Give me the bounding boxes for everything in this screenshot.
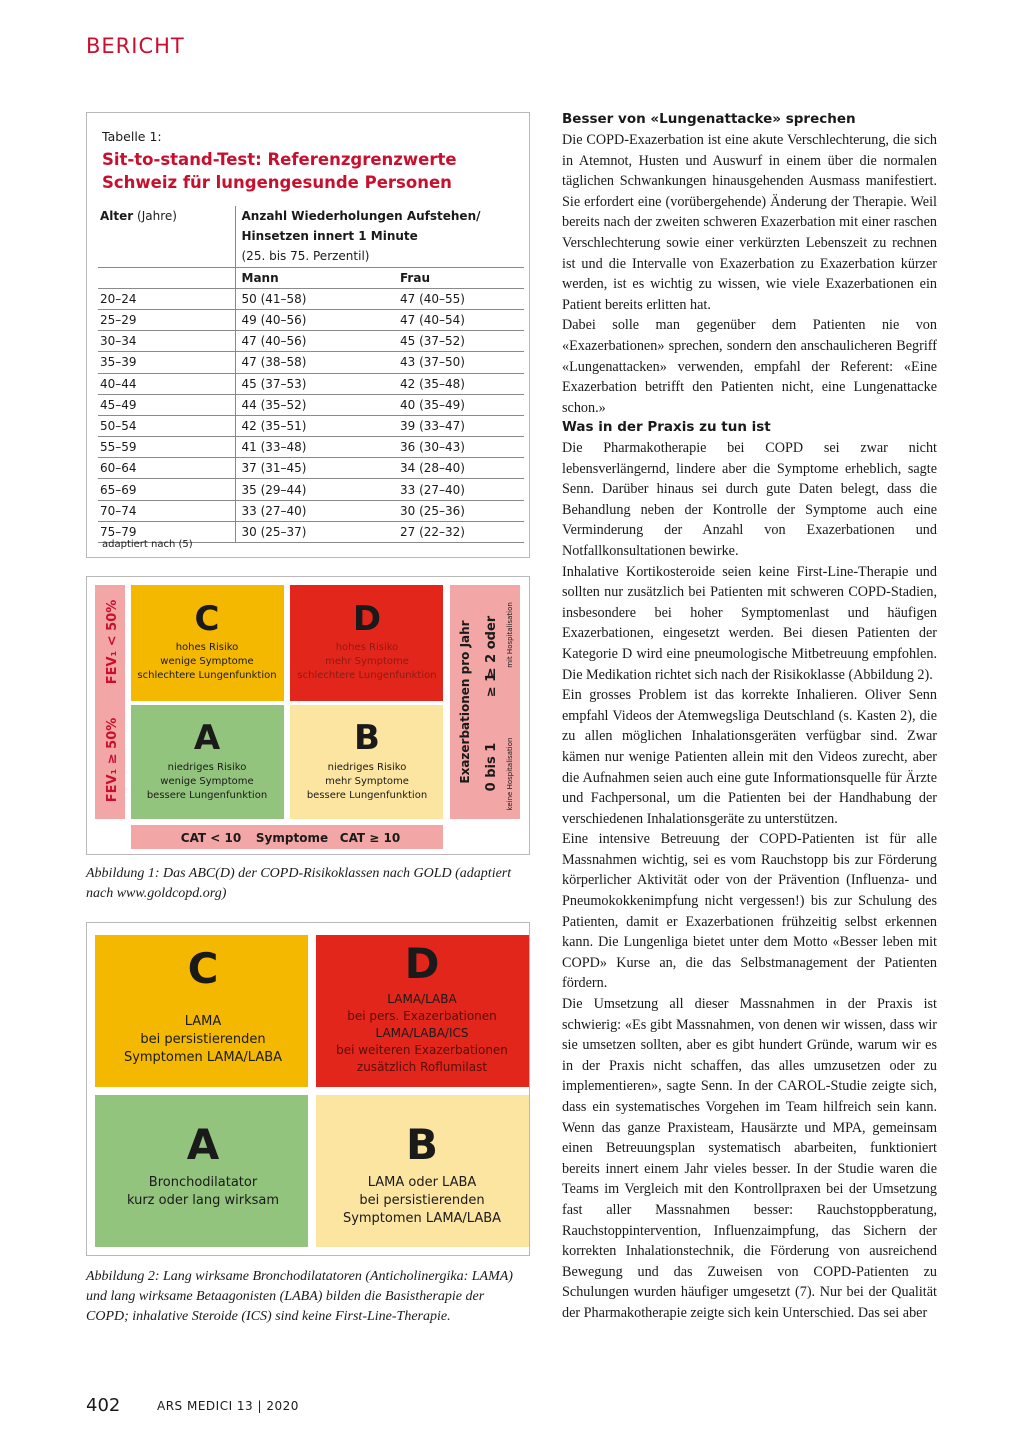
paragraph: Dabei solle man gegenüber dem Patienten nie von «Exazerbationen» sprechen, sondern den anschaulicheren Begriff «Lungenattacken» verwenden, empfahl der Referent: «Eine Exazerbation betrifft den Patienten nicht, eine Lungenattacke schon.» <box>562 317 937 416</box>
cell-D-line1: hohes Risiko <box>335 642 399 653</box>
therapy-D-line2: bei pers. Exazerbationen <box>347 1009 497 1023</box>
frau-cell: 36 (30–43) <box>398 437 524 458</box>
paragraph: Eine intensive Betreuung der COPD-Patienten ist für alle Massnahmen wichtig, sei es vom Rauchstopp bis zur Förderung körperlicher Aktivität oder von der Prävention (Influenza- und Pneumokokkenimpfung nicht vergessen!) bis zur Schulung des Patienten, damit er Exazerbationen frühzeitig selbst erkennen kann. Die Lungenliga bietet unter dem Motto «Besser leben mit COPD» Kurse an, die das Selbstmanagement der Patienten fördern. <box>562 831 937 992</box>
symptome-label: Symptome <box>255 831 329 845</box>
mann-cell: 37 (31–45) <box>235 458 398 479</box>
mann-cell: 33 (27–40) <box>235 500 398 521</box>
letter-C: C <box>194 599 220 639</box>
therapy-D-line5: zusätzlich Roflumilast <box>356 1060 488 1074</box>
therapy-letter-B: B <box>405 1120 439 1169</box>
cell-D-line3: schlechtere Lungenfunktion <box>297 670 437 681</box>
frau-cell: 30 (25–36) <box>398 500 524 521</box>
cell-D-line2: mehr Symptome <box>325 656 409 667</box>
age-cell: 40–44 <box>98 373 235 394</box>
table-row <box>98 458 524 479</box>
mann-cell: 42 (35–51) <box>235 415 398 436</box>
exac-low-note: keine Hospitalisation <box>506 737 514 811</box>
table-label: Tabelle 1: <box>102 129 162 144</box>
figure2-box <box>86 922 530 1256</box>
table-row <box>98 500 524 521</box>
age-cell: 30–34 <box>98 331 235 352</box>
exac-high-label: ≥ 2 oder <box>484 615 499 679</box>
frau-cell: 27 (22–32) <box>398 521 524 542</box>
table-row <box>98 373 524 394</box>
therapy-letter-D: D <box>404 939 440 988</box>
page-number: 402 <box>86 1395 121 1416</box>
section-header: BERICHT <box>86 34 185 58</box>
article-block2 <box>562 438 937 1324</box>
table-row <box>98 352 524 373</box>
therapy-A-line2: kurz oder lang wirksam <box>126 1193 280 1208</box>
reference-table <box>98 206 524 543</box>
therapy-D-line4: bei weiteren Exazerbationen <box>336 1043 508 1057</box>
age-cell: 35–39 <box>98 352 235 373</box>
age-cell: 60–64 <box>98 458 235 479</box>
mann-cell: 49 (40–56) <box>235 309 398 330</box>
heading-lungenattacke: Besser von «Lungenattacke» sprechen <box>562 111 856 127</box>
gold-abcd-chart <box>87 577 529 854</box>
col-reps-header-3: (25. bis 75. Perzentil) <box>235 246 524 267</box>
frau-cell: 43 (37–50) <box>398 352 524 373</box>
paragraph: Inhalative Kortikosteroide seien keine First-Line-Therapie und sollten nur zusätzlich bei Patienten mit schweren COPD-Stadien, insbesondere bei hoher Symptomenlast und häufigen Exazerbationen, eingesetzt werden. Bei diesen Patienten der Kategorie D wird eine pneumologische Mitbetreuung empfohlen. Die Medikation richtet sich nach der Risikoklasse (Abbildung 2). <box>562 563 937 683</box>
frau-cell: 42 (35–48) <box>398 373 524 394</box>
therapy-letter-C: C <box>187 944 219 993</box>
figure2-caption: Abbildung 2: Lang wirksame Bronchodilatatoren (Anticholinergika: LAMA) und lang wirksame Betaagonisten (LABA) bilden die Basistherapie der COPD; inhalative Steroide (ICS) sind keine First-Line-Therapie. <box>86 1269 513 1324</box>
cell-C-line3: schlechtere Lungenfunktion <box>137 670 277 681</box>
therapy-D-line3: LAMA/LABA/ICS <box>375 1026 469 1040</box>
cell-A-line1: niedriges Risiko <box>167 762 247 773</box>
frau-cell: 33 (27–40) <box>398 479 524 500</box>
table-row <box>98 309 524 330</box>
mann-cell: 47 (40–56) <box>235 331 398 352</box>
age-cell: 50–54 <box>98 415 235 436</box>
cat-low-label: CAT < 10 <box>180 831 242 845</box>
table-row <box>98 394 524 415</box>
fev-low-label: FEV₁ < 50% <box>105 599 120 685</box>
therapy-B-line3: Symptomen LAMA/LABA <box>342 1211 502 1226</box>
cell-B-line1: niedriges Risiko <box>327 762 407 773</box>
age-cell: 70–74 <box>98 500 235 521</box>
frau-cell: 47 (40–54) <box>398 309 524 330</box>
age-cell: 55–59 <box>98 437 235 458</box>
table-row <box>98 415 524 436</box>
age-cell: 25–29 <box>98 309 235 330</box>
therapy-letter-A: A <box>186 1120 220 1169</box>
mann-cell: 41 (33–48) <box>235 437 398 458</box>
table-row <box>98 437 524 458</box>
cell-C-line1: hohes Risiko <box>175 642 239 653</box>
therapy-B-line1: LAMA oder LABA <box>367 1175 477 1190</box>
journal-name: ARS MEDICI 13 | 2020 <box>157 1399 299 1413</box>
exac-axis-label: Exazerbationen pro Jahr <box>458 620 472 784</box>
figure1-caption: Abbildung 1: Das ABC(D) der COPD-Risikoklassen nach GOLD (adaptiert nach www.goldcopd.org) <box>86 866 512 901</box>
table-title: Sit-to-stand-Test: Referenzgrenzwerte Schweiz für lungengesunde Personen <box>102 150 457 192</box>
exac-high-label-2: ≥ 1 <box>484 672 499 698</box>
table-row <box>98 331 524 352</box>
table-row <box>98 479 524 500</box>
letter-D: D <box>352 599 382 639</box>
therapy-C-line1: LAMA <box>184 1014 222 1029</box>
frau-cell: 39 (33–47) <box>398 415 524 436</box>
cell-A-line2: wenige Symptome <box>160 776 254 787</box>
therapy-cell-A <box>95 1095 308 1247</box>
cell-A-line3: bessere Lungenfunktion <box>146 790 268 801</box>
exac-low-label: 0 bis 1 <box>484 742 499 792</box>
frau-cell: 47 (40–55) <box>398 288 524 309</box>
paragraph: Die COPD-Exazerbation ist eine akute Verschlechterung, die sich in Atemnot, Husten und Auswurf in einem über die normalen täglichen Schwankungen hinausgehenden Ausmass manifestiert. Sie erfordert eine (vorübergehende) Änderung der Therapie. Weil bereits nach der zweiten schweren Exazerbation mit einer raschen Verschlechterung sowie einer verkürzten Lebenszeit zu rechnen ist und die Intervalle von Exazerbation zu Exazerbation kürzer werden, ist es wichtig zu wissen, wie viele Exazerbationen ein Patient bereits erlitten hat. <box>562 132 937 313</box>
age-cell: 75–79 <box>98 521 235 542</box>
heading-praxis: Was in der Praxis zu tun ist <box>562 419 771 435</box>
cell-B-line2: mehr Symptome <box>325 776 409 787</box>
table-row <box>98 288 524 309</box>
col-frau-header: Frau <box>398 267 524 288</box>
cat-high-label: CAT ≥ 10 <box>339 831 401 845</box>
cell-B-line3: bessere Lungenfunktion <box>306 790 428 801</box>
frau-cell: 40 (35–49) <box>398 394 524 415</box>
col-reps-header: Anzahl Wiederholungen Aufstehen/ <box>235 206 524 226</box>
frau-cell: 34 (28–40) <box>398 458 524 479</box>
paragraph: Die Umsetzung all dieser Massnahmen in der Praxis ist schwierig: «Es gibt Massnahmen, von denen wir wissen, dass wir sie umsetzen sollten, aber es gibt hundert Gründe, warum wir es in der Praxis nicht schaffen, das alles umzusetzen oder zu implementieren», sagte Senn. In der CAROL-Studie zeigte sich, dass ein systematisches Vorgehen im Team hilfreich sein kann. Wenn das ganze Praxisteam, Hausärzte und MPA, gemeinsam einen Betreuungsplan systematisch abarbeiten, funktioniert bereits innert einem Jahr vieles besser. In der Studie waren die Teams im Vergleich mit den Kontrollpraxen bei der Umsetzung fast aller Massnahmen besser: Rauchstoppberatung, Rauchstoppintervention, Influenzaimpfung, das Sichern der korrekten Inhalationstechnik, die Förderung von ausreichend Bewegung und das Zuweisen von COPD-Patienten zu Schulungen wurden häufiger umgesetzt (7). Nur bei der Qualität der Pharmakotherapie zeigte sich kein Unterschied. Das sei aber <box>562 996 937 1321</box>
gold-therapy-chart <box>87 923 529 1255</box>
fev-high-label: FEV₁ ≥ 50% <box>105 717 120 803</box>
col-age-header: Alter (Jahre) <box>100 209 177 224</box>
mann-cell: 45 (37–53) <box>235 373 398 394</box>
mann-cell: 44 (35–52) <box>235 394 398 415</box>
age-cell: 45–49 <box>98 394 235 415</box>
letter-B: B <box>354 718 380 758</box>
frau-cell: 45 (37–52) <box>398 331 524 352</box>
col-reps-header-2: Hinsetzen innert 1 Minute <box>235 226 524 246</box>
therapy-D-line1: LAMA/LABA <box>387 992 457 1006</box>
age-cell: 65–69 <box>98 479 235 500</box>
mann-cell: 30 (25–37) <box>235 521 398 542</box>
therapy-B-line2: bei persistierenden <box>359 1193 485 1208</box>
article-block1 <box>562 130 937 418</box>
col-mann-header: Mann <box>235 267 398 288</box>
mann-cell: 50 (41–58) <box>235 288 398 309</box>
letter-A: A <box>193 718 221 758</box>
therapy-A-line1: Bronchodilatator <box>148 1175 258 1190</box>
mann-cell: 35 (29–44) <box>235 479 398 500</box>
mann-cell: 47 (38–58) <box>235 352 398 373</box>
cell-C-line2: wenige Symptome <box>160 656 254 667</box>
paragraph: Die Pharmakotherapie bei COPD sei zwar nicht lebensverlängernd, lindere aber die Symptome erheblich, sagte Senn. Darüber hinaus sei durch gute Daten belegt, dass die Behandlung neben der Kontrolle der Symptome auch eine Verminderung der Anzahl von Exazerbationen und Notfallkonsultationen bewirke. <box>562 440 937 559</box>
therapy-C-line3: Symptomen LAMA/LABA <box>123 1050 283 1065</box>
figure1-box <box>86 576 530 855</box>
paragraph: Ein grosses Problem ist das korrekte Inhalieren. Oliver Senn empfahl Videos der Atemwegsliga Deutschland (s. Kasten 2), die zu allen möglichen Inhalationsgeräten verfügbar sind. Zwar kämen nur wenige Patienten allein mit den Videos zurecht, aber die Aufnahmen seien auch eine gute Informationsquelle für Ärzte und Fachpersonal, um die Patienten bei der Handhabung der verschiedenen Inhalationsgeräte zu unterstützen. <box>562 687 937 827</box>
table-note: adaptiert nach (5) <box>102 539 193 550</box>
therapy-C-line2: bei persistierenden <box>140 1032 266 1047</box>
age-cell: 20–24 <box>98 288 235 309</box>
exac-high-note: mit Hospitalisation <box>506 602 514 668</box>
